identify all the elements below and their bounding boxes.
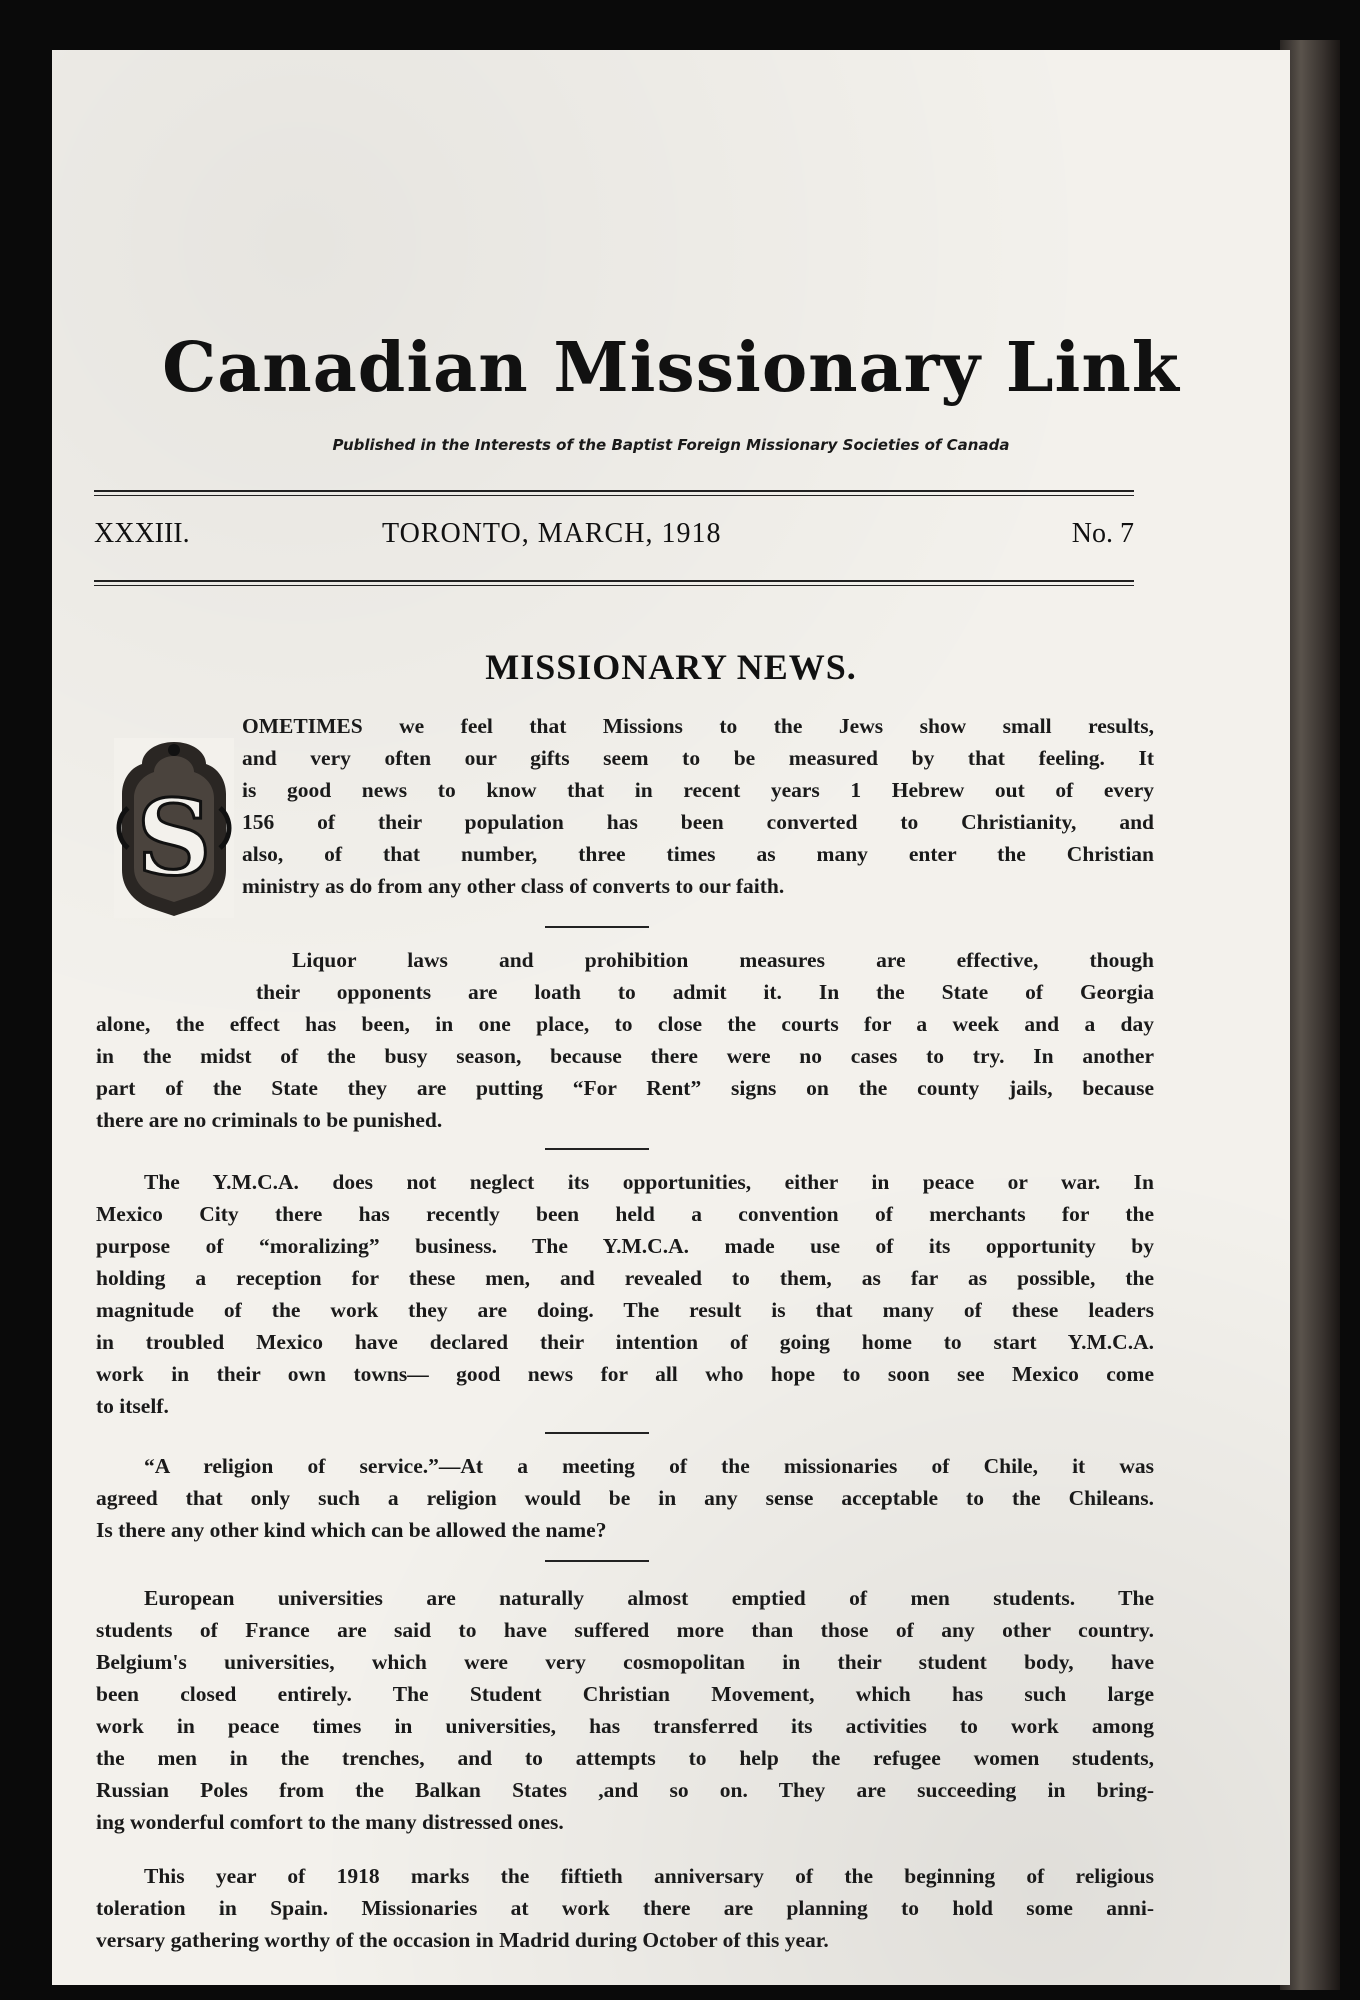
text-line: holding a reception for these men, and revealed to them, as far as possible, the bbox=[96, 1266, 1154, 1290]
news-paragraph-4 bbox=[96, 1450, 1154, 1546]
text-line: Mexico City there has recently been held a convention of merchants for the bbox=[96, 1202, 1154, 1226]
text-line: to itself. bbox=[96, 1394, 169, 1418]
news-paragraph-6 bbox=[96, 1860, 1154, 1956]
text-line: The Y.M.C.A. does not neglect its opportunities, either in peace or war. In bbox=[144, 1170, 1154, 1194]
text-line: part of the State they are putting “For Rent” signs on the county jails, because bbox=[96, 1076, 1154, 1100]
masthead-title: Canadian Missionary Link bbox=[162, 328, 1180, 408]
volume-number: XXXIII. bbox=[94, 518, 190, 549]
text-line: work in peace times in universities, has transferred its activities to work among bbox=[96, 1714, 1154, 1738]
text-line: Russian Poles from the Balkan States ,and so on. They are succeeding in bring- bbox=[96, 1778, 1154, 1802]
news-paragraph-1 bbox=[242, 710, 1154, 902]
text-line: Is there any other kind which can be allowed the name? bbox=[96, 1518, 607, 1542]
text-line: in the midst of the busy season, because there were no cases to try. In another bbox=[96, 1044, 1154, 1068]
section-separator bbox=[545, 1560, 649, 1562]
text-line: versary gathering worthy of the occasion in Madrid during October of this year. bbox=[96, 1928, 829, 1952]
news-paragraph-3 bbox=[96, 1166, 1154, 1422]
text-line: is good news to know that in recent years 1 Hebrew out of every bbox=[242, 778, 1154, 802]
text-line: there are no criminals to be punished. bbox=[96, 1108, 443, 1132]
text-line: work in their own towns— good news for all who hope to soon see Mexico come bbox=[96, 1362, 1154, 1386]
text-line: been closed entirely. The Student Christian Movement, which has such large bbox=[96, 1682, 1154, 1706]
section-separator bbox=[545, 1148, 649, 1150]
text-line: in troubled Mexico have declared their intention of going home to start Y.M.C.A. bbox=[96, 1330, 1154, 1354]
text-line: OMETIMES we feel that Missions to the Jews show small results, bbox=[242, 714, 1154, 738]
text-line: alone, the effect has been, in one place, to close the courts for a week and a day bbox=[96, 1012, 1154, 1036]
text-line: purpose of “moralizing” business. The Y.M.C.A. made use of its opportunity by bbox=[96, 1234, 1154, 1258]
bottom-rule bbox=[94, 580, 1134, 582]
place-date: TORONTO, MARCH, 1918 bbox=[382, 518, 722, 549]
text-line: toleration in Spain. Missionaries at work there are planning to hold some anni- bbox=[96, 1896, 1154, 1920]
bottom-rule-thin bbox=[94, 585, 1134, 586]
magazine-page bbox=[52, 50, 1290, 1985]
ornamental-dropcap bbox=[114, 738, 234, 918]
news-paragraph-2 bbox=[96, 944, 1154, 1136]
masthead-subtitle: Published in the Interests of the Baptist Foreign Missionary Societies of Canada bbox=[332, 436, 1010, 454]
text-line: “A religion of service.”—At a meeting of the missionaries of Chile, it was bbox=[144, 1454, 1154, 1478]
text-line: their opponents are loath to admit it. In the State of Georgia bbox=[256, 980, 1154, 1004]
dropcap-letter: S bbox=[136, 776, 212, 899]
section-separator bbox=[545, 926, 649, 928]
news-paragraph-5 bbox=[96, 1582, 1154, 1838]
issue-number: No. 7 bbox=[1071, 518, 1134, 549]
text-line: agreed that only such a religion would be in any sense acceptable to the Chileans. bbox=[96, 1486, 1154, 1510]
text-line: students of France are said to have suffered more than those of any other country. bbox=[96, 1618, 1154, 1642]
text-line: ministry as do from any other class of converts to our faith. bbox=[242, 874, 785, 898]
text-line: and very often our gifts seem to be measured by that feeling. It bbox=[242, 746, 1154, 770]
top-rule bbox=[94, 490, 1134, 492]
text-line: also, of that number, three times as many enter the Christian bbox=[242, 842, 1154, 866]
section-separator bbox=[545, 1432, 649, 1434]
text-line: magnitude of the work they are doing. The result is that many of these leaders bbox=[96, 1298, 1154, 1322]
top-rule-thin bbox=[94, 495, 1134, 496]
text-line: Liquor laws and prohibition measures are effective, though bbox=[292, 948, 1154, 972]
text-line: 156 of their population has been converted to Christianity, and bbox=[242, 810, 1154, 834]
text-line: Belgium's universities, which were very cosmopolitan in their student body, have bbox=[96, 1650, 1154, 1674]
text-line: European universities are naturally almost emptied of men students. The bbox=[144, 1586, 1154, 1610]
text-line: ing wonderful comfort to the many distressed ones. bbox=[96, 1810, 564, 1834]
text-line: the men in the trenches, and to attempts to help the refugee women students, bbox=[96, 1746, 1154, 1770]
text-line: This year of 1918 marks the fiftieth anniversary of the beginning of religious bbox=[144, 1864, 1154, 1888]
section-title: MISSIONARY NEWS. bbox=[485, 647, 857, 687]
